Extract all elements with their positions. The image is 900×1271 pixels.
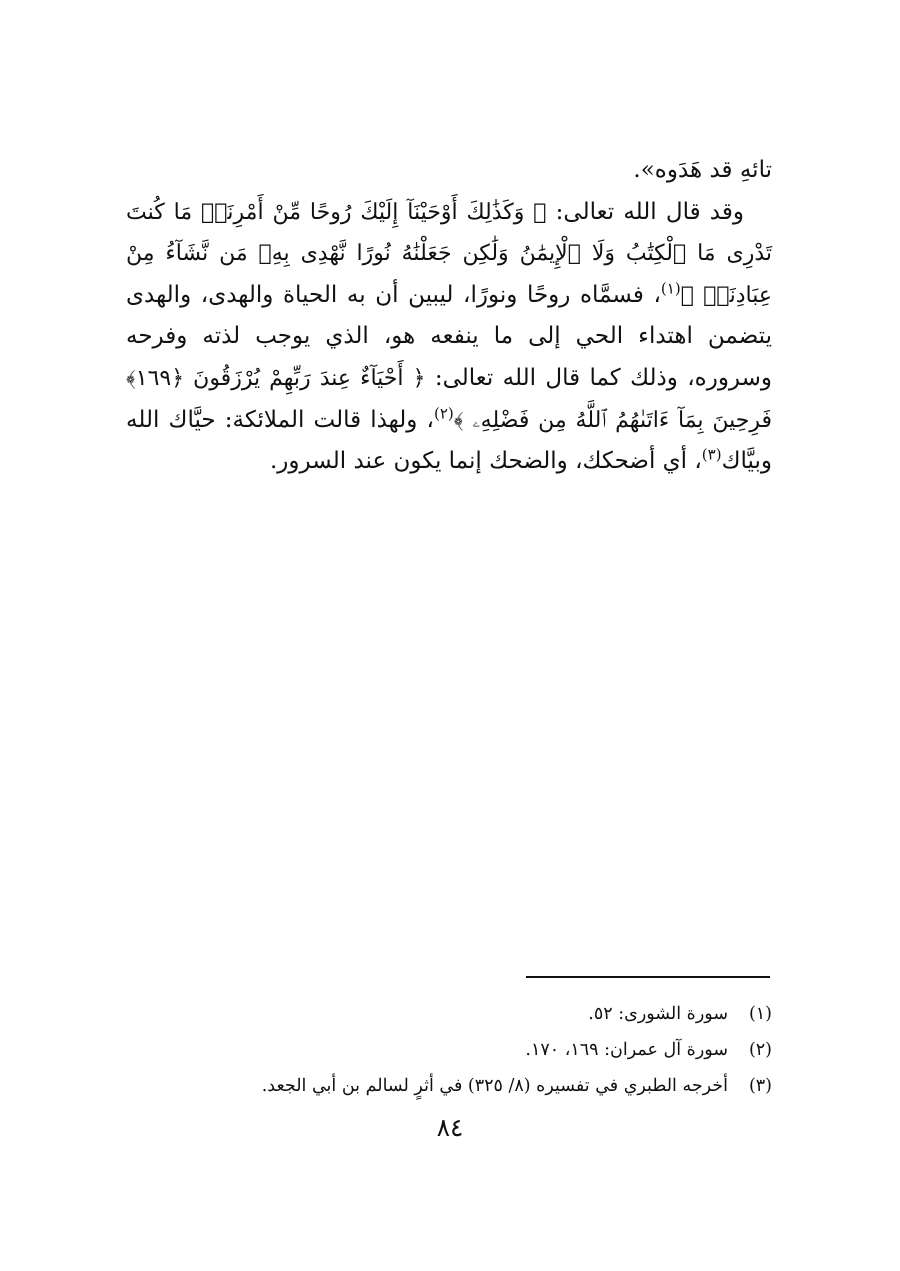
- footnote-ref-1: (١): [660, 279, 681, 298]
- paragraph-intro: وقد قال الله تعالى:: [546, 198, 744, 225]
- paragraph-middle: ، فسمَّاه روحًا ونورًا، ليبين أن به الحياة والهدى، والهدى يتضمن اهتداء الحي إلى ما ينفعه هو، الذي يوجب لذته وفرحه وسروره، وذلك كما قال الله تعالى:: [126, 281, 772, 391]
- footnote-ref-2: (٢): [433, 403, 454, 422]
- footnote-item: [126, 1068, 772, 1104]
- paragraph-main: [126, 192, 772, 483]
- footnote-number: (١): [748, 1004, 772, 1024]
- footnote-item: [126, 996, 772, 1032]
- footnote-divider: [526, 976, 770, 978]
- paragraph-middle-2: ، ولهذا قالت الملائكة: حيَّاك الله وبيَّاك: [126, 406, 772, 475]
- footnote-text: سورة الشورى: ٥٢.: [588, 1004, 728, 1024]
- footnote-number: (٣): [748, 1076, 772, 1096]
- main-text: [126, 150, 772, 483]
- page-number: ٨٤: [436, 1113, 464, 1142]
- footnote-item: [126, 1032, 772, 1068]
- footnote-number: (٢): [748, 1040, 772, 1060]
- quran-verse-al-imran: ﴿ أَحْيَآءٌ عِندَ رَبِّهِمْ يُرْزَقُونَ ﴿١٦٩﴾ فَرِحِينَ بِمَآ ءَاتَىٰهُمُ ٱللَّهُ مِن فَضْلِهِۦ ﴾: [126, 365, 772, 433]
- paragraph-continuation: [126, 150, 772, 192]
- footnote-ref-3: (٣): [701, 445, 722, 464]
- paragraph-end: ، أي أضحكك، والضحك إنما يكون عند السرور.: [270, 448, 702, 475]
- paragraph-1-text: تائهِ قد هَدَوه».: [633, 157, 772, 183]
- footnote-text: سورة آل عمران: ١٦٩، ١٧٠.: [525, 1040, 728, 1060]
- footnotes: [126, 996, 772, 1104]
- footnote-text: أخرجه الطبري في تفسيره (٨/ ٣٢٥) في أثرٍ لسالم بن أبي الجعد.: [261, 1076, 728, 1096]
- quran-verse-ash-shura: ﴿ وَكَذَٰلِكَ أَوْحَيْنَآ إِلَيْكَ رُوحًا مِّنْ أَمْرِنَاۚ مَا كُنتَ تَدْرِى مَا ٱلْكِتَٰبُ وَلَا ٱلْإِيمَٰنُ وَلَٰكِن جَعَلْنَٰهُ نُورًا نَّهْدِى بِهِۦ مَن نَّشَآءُ مِنْ عِبَادِنَاۚ ﴾: [126, 199, 772, 308]
